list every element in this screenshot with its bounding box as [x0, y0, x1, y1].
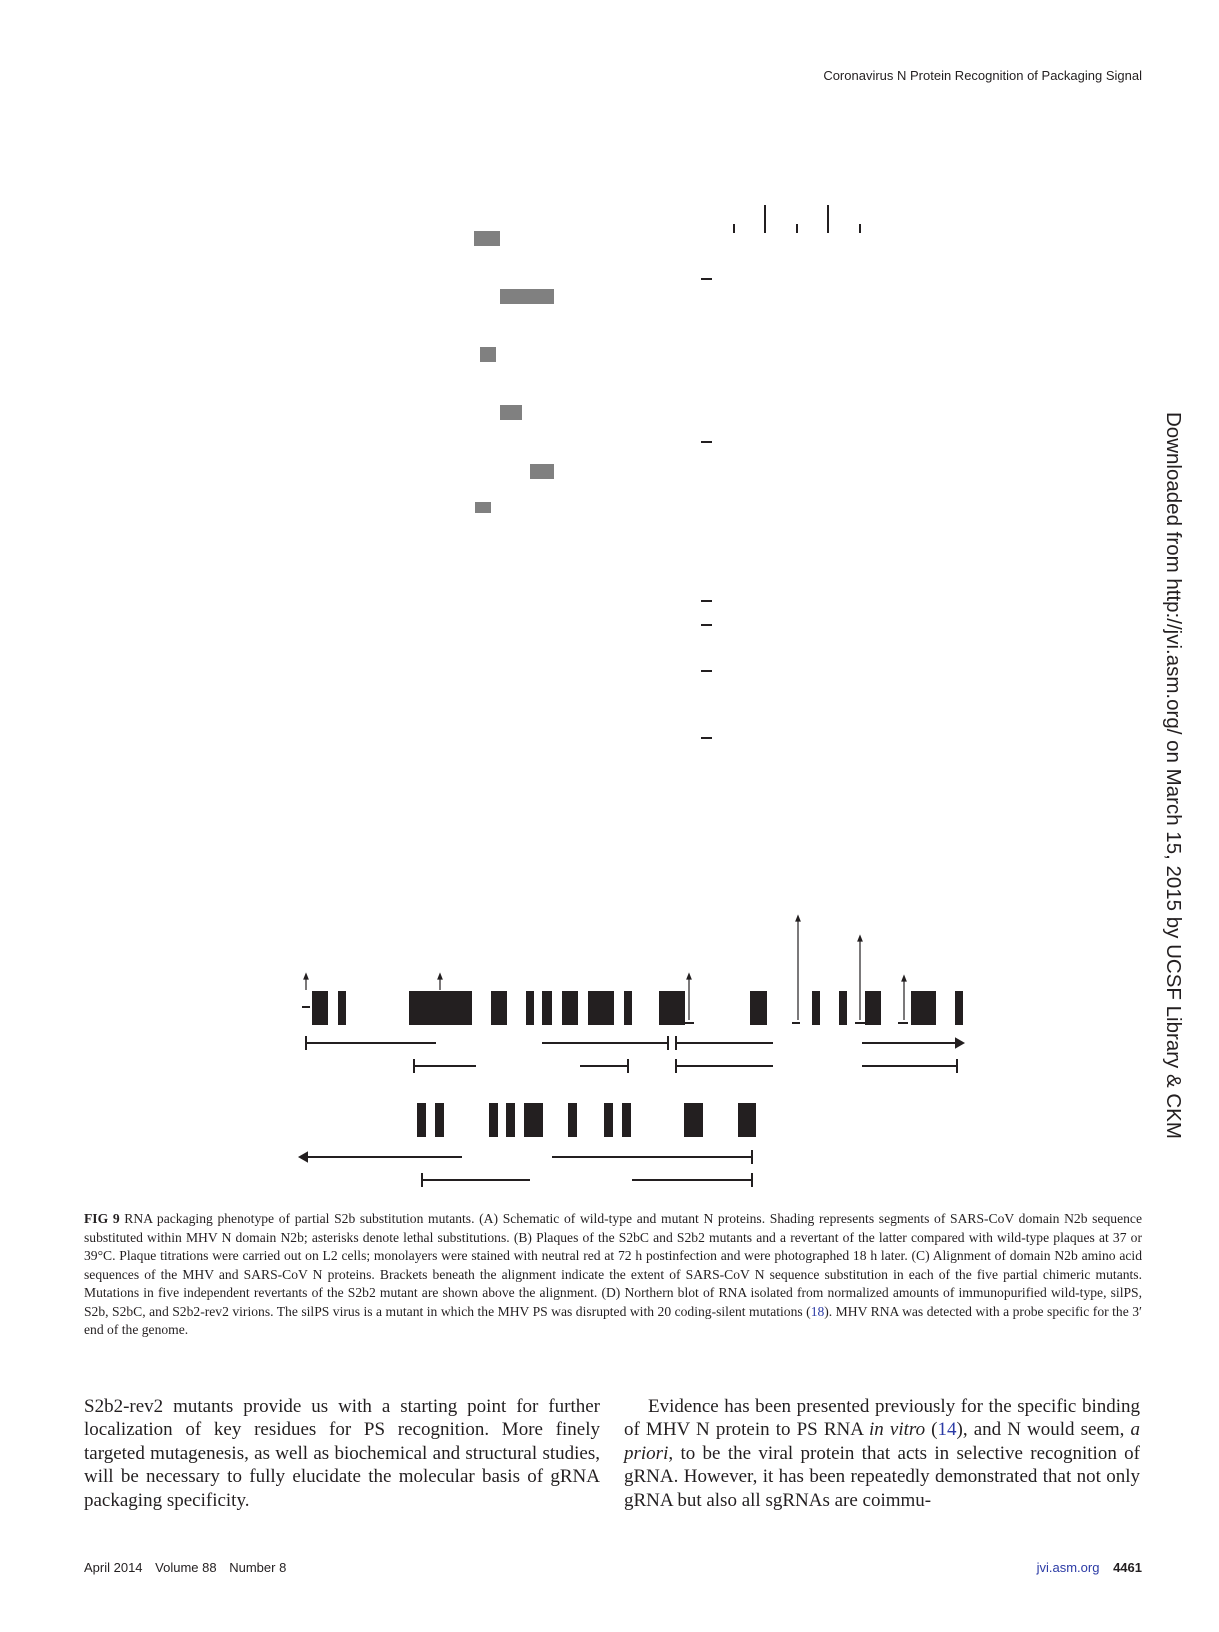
residue-block	[435, 1103, 444, 1137]
footer-page-info	[1037, 1560, 1142, 1575]
residue-block	[491, 991, 507, 1025]
issue-volume: Volume 88	[155, 1560, 217, 1575]
body-column-right	[624, 1395, 1140, 1512]
caption-text: RNA packaging phenotype of partial S2b substitution mutants. (A) Schematic of wild-type and mutant N proteins. Shading represents segments of SARS-CoV domain N2b sequence substituted within MHV N domain N2b; asterisks denote lethal substitutions. (B) Plaques of the S2bC and S2b2 mutants and a revertant of the latter compared with wild-type plaques at 37 or 39°C. Plaque titrations were carried out on L2 cells; monolayers were stained with neutral red at 72 h postinfection and were photographed 18 h later. (C) Alignment of domain N2b amino acid sequences of the MHV and SARS-CoV N proteins. Brackets beneath the alignment indicate the extent of SARS-CoV N sequence substitution in each of the five partial chimeric mutants. Mutations in five independent revertants of the S2b2 mutant are shown above the alignment. (D) Northern blot of RNA isolated from normalized amounts of immunopurified wild-type, silPS, S2b, S2bC, and S2b2-rev2 virions. The silPS virus is a mutant in which the MHV PS was disrupted with 20 coding-silent mutations (	[84, 1211, 1142, 1319]
footer-issue-info	[84, 1560, 295, 1575]
residue-block	[622, 1103, 631, 1137]
residue-block	[839, 991, 847, 1025]
residue-block	[604, 1103, 613, 1137]
panel-b-marks	[701, 205, 860, 738]
residue-block	[312, 991, 328, 1025]
figure-label: FIG 9	[84, 1211, 120, 1226]
substitution-segment-4	[500, 405, 522, 420]
residue-block	[588, 991, 614, 1025]
residue-block	[911, 991, 936, 1025]
substitution-segment-2	[500, 289, 554, 304]
download-watermark: Downloaded from http://jvi.asm.org/ on March 15, 2015 by UCSF Library & CKM	[1162, 412, 1185, 1139]
residue-block	[417, 1103, 426, 1137]
residue-block	[812, 991, 820, 1025]
page-number: 4461	[1113, 1560, 1142, 1575]
citation-link[interactable]: 14	[937, 1419, 957, 1441]
residue-block	[659, 991, 685, 1025]
brackets-row-1	[306, 1036, 963, 1073]
residue-block	[526, 991, 534, 1025]
residue-block	[542, 991, 552, 1025]
brackets-row-2	[300, 1150, 752, 1187]
substitution-segment-5	[530, 464, 554, 479]
residue-block	[624, 991, 632, 1025]
residue-block	[506, 1103, 515, 1137]
residue-block	[568, 1103, 577, 1137]
residue-block	[409, 991, 472, 1025]
residue-block	[562, 991, 578, 1025]
running-title: Coronavirus N Protein Recognition of Packaging Signal	[823, 68, 1142, 83]
substitution-segment-3	[480, 347, 496, 362]
citation-link[interactable]: 18	[810, 1303, 825, 1319]
alignment-row-2	[417, 1103, 756, 1137]
body-column-left	[84, 1395, 600, 1512]
paragraph: Evidence has been presented previously for the specific binding of MHV N protein to PS RNA in vitro (14), and N would seem, a priori, to be the viral protein that acts in selective recognition of gRNA. However, it has been repeatedly demonstrated that not only gRNA but also all sgRNAs are coimmu-	[624, 1396, 1141, 1511]
residue-block	[865, 991, 881, 1025]
residue-block	[738, 1103, 756, 1137]
figure-caption	[84, 1210, 1142, 1340]
residue-block	[750, 991, 767, 1025]
residue-block	[955, 991, 963, 1025]
caption-text-end: ). MHV RNA was detected with a probe specific for the 3′ end of the genome.	[84, 1303, 1142, 1337]
alignment-row-1	[312, 991, 963, 1025]
issue-number: Number 8	[229, 1560, 287, 1575]
issue-date: April 2014	[84, 1560, 143, 1575]
journal-site-link[interactable]: jvi.asm.org	[1036, 1560, 1100, 1575]
residue-block	[684, 1103, 703, 1137]
substitution-segment-6	[475, 502, 491, 513]
residue-block	[489, 1103, 498, 1137]
substitution-segment-1	[474, 231, 500, 246]
paragraph: S2b2-rev2 mutants provide us with a starting point for further localization of key residues for PS recognition. More finely targeted mutagenesis, as well as biochemical and structural studies, will be necessary to fully elucidate the molecular basis of gRNA packaging specificity.	[84, 1396, 600, 1511]
residue-block	[338, 991, 346, 1025]
panel-a-schematic	[474, 231, 554, 513]
residue-block	[524, 1103, 543, 1137]
